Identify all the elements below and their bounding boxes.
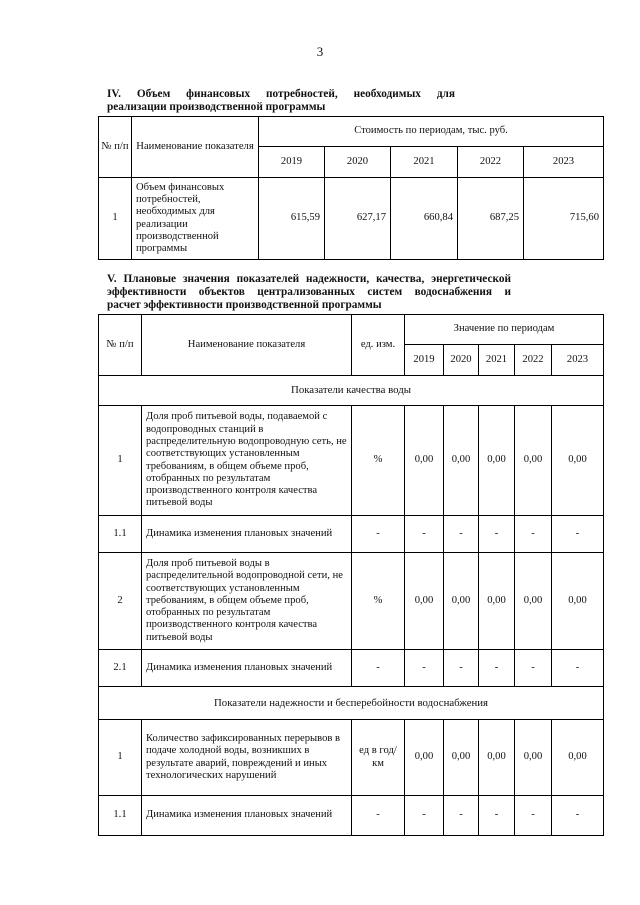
row-unit: % bbox=[352, 406, 405, 516]
row-name: Динамика изменения плановых значений bbox=[142, 796, 352, 836]
row-value: - bbox=[405, 796, 444, 836]
row-value: - bbox=[479, 796, 515, 836]
row-value: - bbox=[552, 650, 604, 687]
section4-title bbox=[107, 88, 455, 114]
row-value: 0,00 bbox=[552, 406, 604, 516]
row-value: - bbox=[444, 650, 479, 687]
row-value: - bbox=[515, 650, 552, 687]
header-num: № п/п bbox=[99, 315, 142, 376]
row-name: Доля проб питьевой воды в распределительной водопроводной сети, не соответствующих установленным требованиям, в общем объеме проб, отобранных по результатам производственного контроля качества питьевой воды bbox=[142, 553, 352, 650]
row-value: 0,00 bbox=[552, 553, 604, 650]
row-value: 615,59 bbox=[259, 178, 325, 260]
row-value: 627,17 bbox=[325, 178, 391, 260]
row-num: 1.1 bbox=[99, 796, 142, 836]
section5-title bbox=[107, 273, 511, 312]
table-row bbox=[99, 650, 604, 687]
table-row bbox=[99, 553, 604, 650]
row-name: Динамика изменения плановых значений bbox=[142, 516, 352, 553]
row-name: Динамика изменения плановых значений bbox=[142, 650, 352, 687]
header-year: 2020 bbox=[444, 345, 479, 376]
row-value: - bbox=[552, 516, 604, 553]
section5-title-line2: эффективности объектов централизованных систем водоснабжения и bbox=[107, 286, 511, 298]
row-value: 0,00 bbox=[479, 406, 515, 516]
indicators-table bbox=[98, 314, 604, 836]
row-value: - bbox=[444, 796, 479, 836]
row-num: 2.1 bbox=[99, 650, 142, 687]
header-year: 2019 bbox=[405, 345, 444, 376]
table-row bbox=[99, 720, 604, 796]
row-num: 1 bbox=[99, 720, 142, 796]
financial-needs-table bbox=[98, 116, 604, 260]
page-number: 3 bbox=[316, 44, 324, 59]
row-value: 0,00 bbox=[444, 720, 479, 796]
row-value: 0,00 bbox=[515, 720, 552, 796]
row-unit: % bbox=[352, 553, 405, 650]
row-value: 660,84 bbox=[391, 178, 458, 260]
row-num: 1.1 bbox=[99, 516, 142, 553]
group-title-water-quality: Показатели качества воды bbox=[99, 376, 604, 406]
row-value: 0,00 bbox=[515, 406, 552, 516]
header-unit: ед. изм. bbox=[352, 315, 405, 376]
section4-title-line2: реализации производственной программы bbox=[107, 101, 326, 113]
row-unit: - bbox=[352, 650, 405, 687]
row-name: Объем финансовых потребностей, необходимых для реализации производственной программы bbox=[132, 178, 259, 260]
section4-title-line1: IV. Объем финансовых потребностей, необходимых для bbox=[107, 88, 455, 100]
header-num: № п/п bbox=[99, 117, 132, 178]
row-num: 2 bbox=[99, 553, 142, 650]
table-row bbox=[99, 178, 604, 260]
row-name: Количество зафиксированных перерывов в подаче холодной воды, возникших в результате аварий, повреждений и иных технологических нарушений bbox=[142, 720, 352, 796]
row-value: 0,00 bbox=[405, 406, 444, 516]
row-value: - bbox=[552, 796, 604, 836]
header-name: Наименование показателя bbox=[142, 315, 352, 376]
header-cost: Стоимость по периодам, тыс. руб. bbox=[259, 117, 604, 147]
row-num: 1 bbox=[99, 178, 132, 260]
table-row bbox=[99, 796, 604, 836]
row-name: Доля проб питьевой воды, подаваемой с водопроводных станций в распределительную водопроводную сеть, не соответствующих установленным требованиям, в общем объеме проб, отобранных по результатам производственного контроля качества питьевой воды bbox=[142, 406, 352, 516]
row-value: 0,00 bbox=[515, 553, 552, 650]
header-year: 2022 bbox=[458, 147, 524, 178]
row-unit: ед в год/ км bbox=[352, 720, 405, 796]
table-row bbox=[99, 406, 604, 516]
group-title-reliability: Показатели надежности и бесперебойности водоснабжения bbox=[99, 687, 604, 720]
row-value: 0,00 bbox=[479, 553, 515, 650]
row-value: - bbox=[479, 516, 515, 553]
row-value: - bbox=[405, 650, 444, 687]
row-value: 0,00 bbox=[479, 720, 515, 796]
row-value: - bbox=[515, 516, 552, 553]
row-value: 0,00 bbox=[552, 720, 604, 796]
row-value: 0,00 bbox=[405, 553, 444, 650]
header-year: 2023 bbox=[524, 147, 604, 178]
row-value: 0,00 bbox=[405, 720, 444, 796]
row-value: - bbox=[479, 650, 515, 687]
row-value: - bbox=[405, 516, 444, 553]
header-year: 2021 bbox=[479, 345, 515, 376]
row-unit: - bbox=[352, 796, 405, 836]
header-year: 2019 bbox=[259, 147, 325, 178]
header-value: Значение по периодам bbox=[405, 315, 604, 345]
row-value: 0,00 bbox=[444, 553, 479, 650]
section5-title-line3: расчет эффективности производственной программы bbox=[107, 299, 382, 311]
row-value: 715,60 bbox=[524, 178, 604, 260]
section5-title-line1: V. Плановые значения показателей надежности, качества, энергетической bbox=[107, 273, 511, 285]
row-value: 687,25 bbox=[458, 178, 524, 260]
row-value: - bbox=[515, 796, 552, 836]
table-row bbox=[99, 516, 604, 553]
row-num: 1 bbox=[99, 406, 142, 516]
header-year: 2020 bbox=[325, 147, 391, 178]
header-year: 2022 bbox=[515, 345, 552, 376]
row-unit: - bbox=[352, 516, 405, 553]
row-value: - bbox=[444, 516, 479, 553]
header-year: 2021 bbox=[391, 147, 458, 178]
row-value: 0,00 bbox=[444, 406, 479, 516]
header-name: Наименование показателя bbox=[132, 117, 259, 178]
header-year: 2023 bbox=[552, 345, 604, 376]
